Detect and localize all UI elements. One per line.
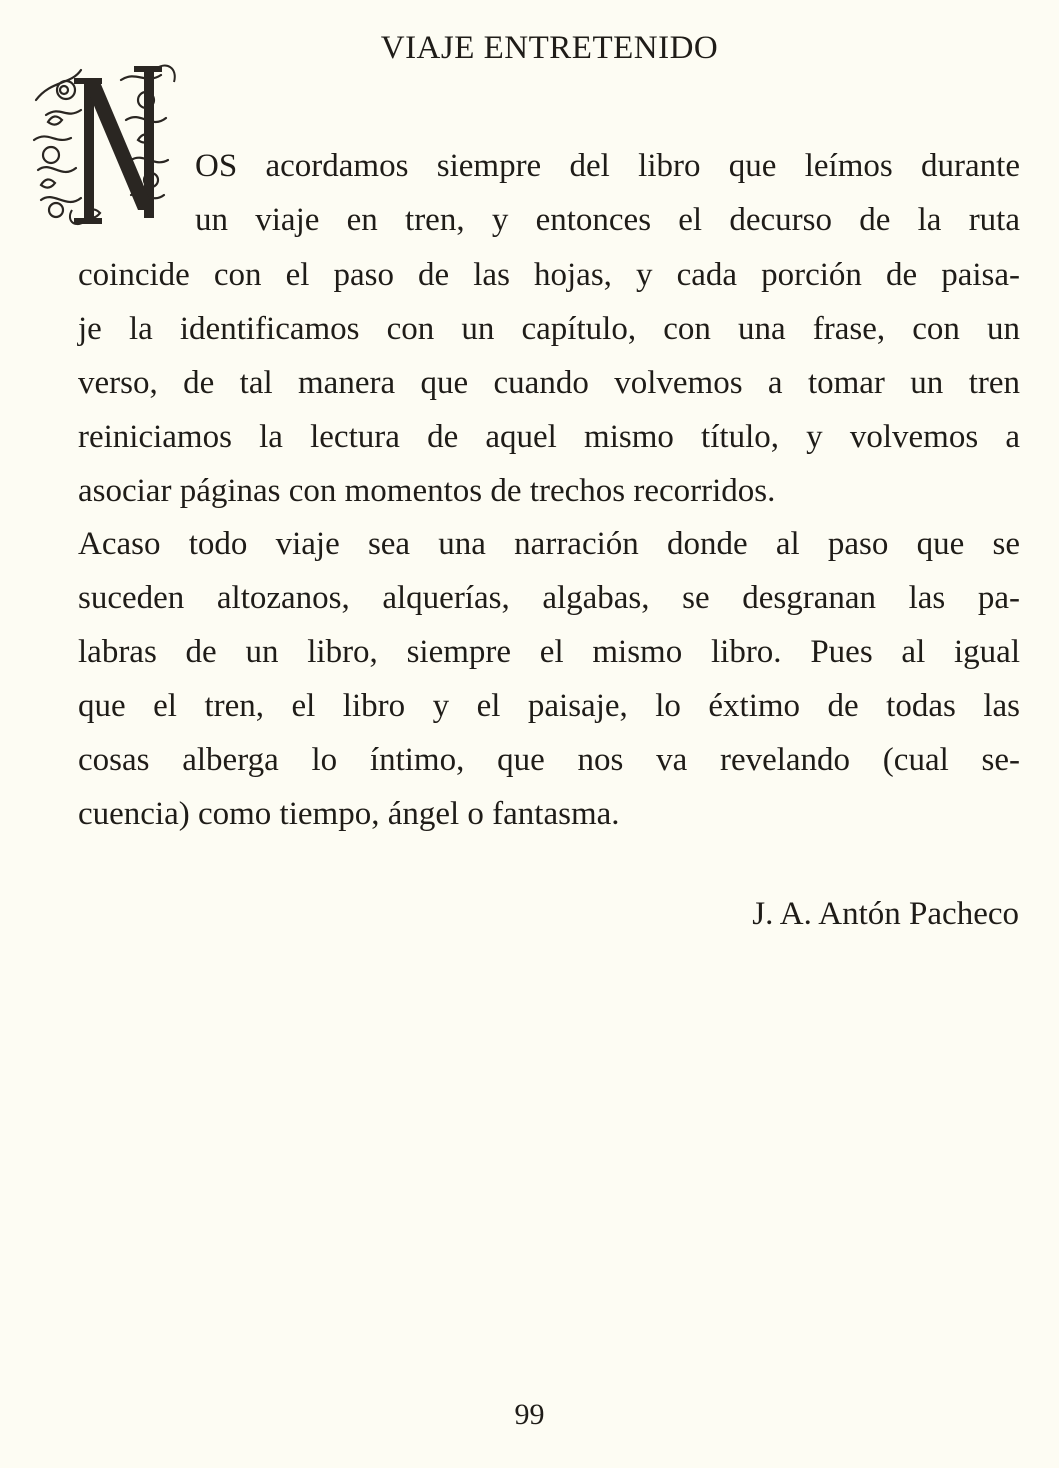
text-line: coincide con el paso de las hojas, y cada porción de paisa- [78,257,1020,293]
text-line: cosas alberga lo íntimo, que nos va revelando (cual se- [78,742,1020,778]
text-line: un viaje en tren, y entonces el decurso de la ruta [195,202,1020,238]
text-line: asociar páginas con momentos de trechos recorridos. [78,473,776,509]
page-number: 99 [514,1398,545,1431]
text-line: je la identificamos con un capítulo, con una frase, con un [78,311,1020,347]
text-line: labras de un libro, siempre el mismo libro. Pues al igual [78,634,1020,670]
text-line: cuencia) como tiempo, ángel o fantasma. [78,796,620,832]
text-line: verso, de tal manera que cuando volvemos a tomar un tren [78,365,1020,401]
author-signature: J. A. Antón Pacheco [752,896,1019,932]
floral-initial-icon [26,60,184,230]
text-line: reiniciamos la lectura de aquel mismo título, y volvemos a [78,419,1020,455]
text-line: Acaso todo viaje sea una narración donde al paso que se [78,526,1020,562]
text-line: suceden altozanos, alquerías, algabas, se desgranan las pa- [78,580,1020,616]
text-line: OS acordamos siempre del libro que leímos durante [195,148,1020,184]
page-title: VIAJE ENTRETENIDO [380,30,719,66]
text-line: que el tren, el libro y el paisaje, lo éxtimo de todas las [78,688,1020,724]
ornamental-drop-cap-n [26,60,184,230]
